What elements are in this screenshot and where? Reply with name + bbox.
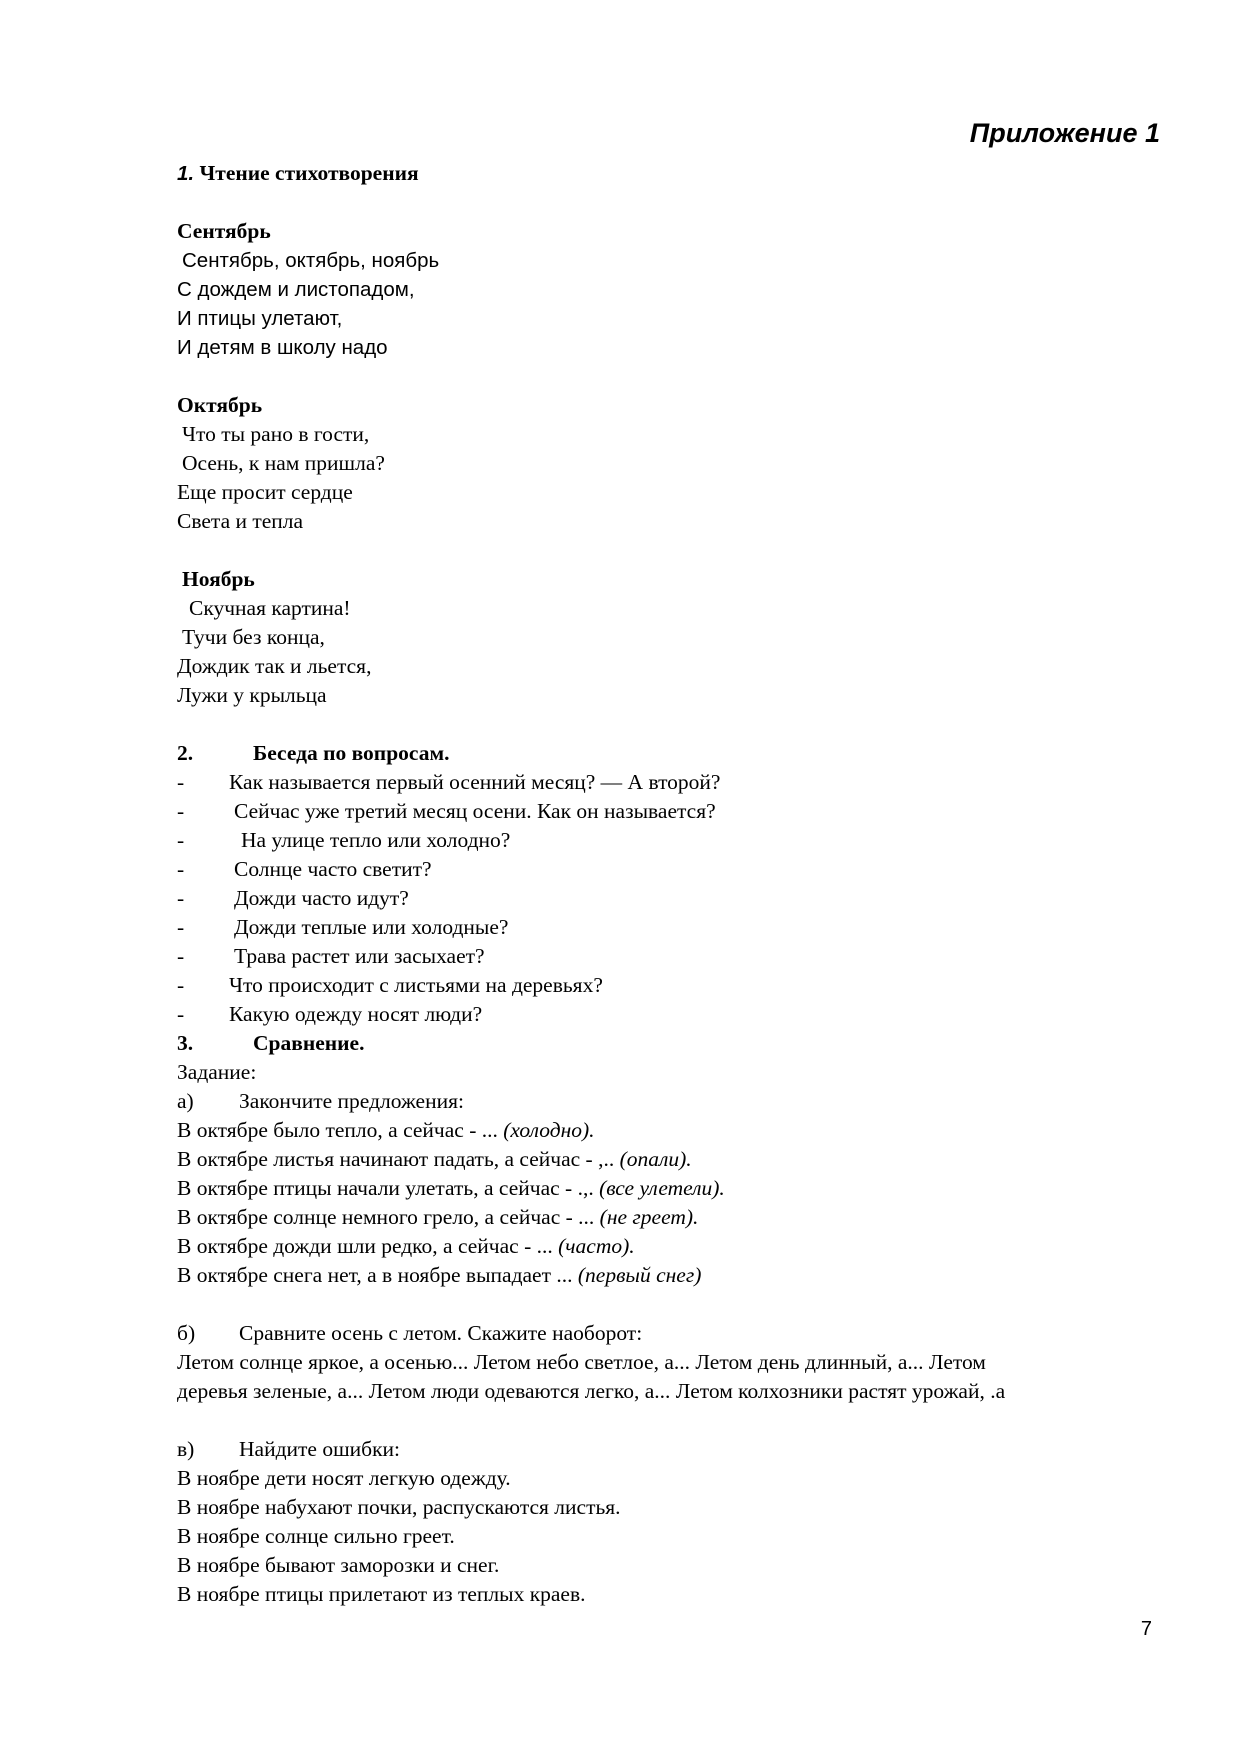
part-a-mark: а)	[177, 1089, 194, 1113]
question-item: - Дожди теплые или холодные?	[177, 913, 1167, 942]
answer-hint: (все улетели).	[599, 1176, 725, 1200]
part-a-instruction: Закончите предложения:	[239, 1089, 464, 1113]
section-3-title: Сравнение.	[253, 1031, 365, 1055]
question-text: Дожди часто идут?	[234, 886, 409, 910]
answer-hint: (холодно).	[503, 1118, 595, 1142]
poem-line: Лужи у крыльца	[177, 683, 327, 707]
question-item: - На улице тепло или холодно?	[177, 826, 1167, 855]
poem-title: Сентябрь	[177, 219, 271, 243]
section-2-title: Беседа по вопросам.	[253, 741, 450, 765]
completion-sentence: В октябре дожди шли редко, а сейчас - ... (часто).	[177, 1234, 635, 1258]
part-c-heading	[177, 1435, 1167, 1464]
error-sentence: В ноябре солнце сильно греет.	[177, 1524, 455, 1548]
question-text: Как называется первый осенний месяц? — А второй?	[229, 770, 721, 794]
section-1-heading	[177, 159, 1167, 188]
poem-line: Осень, к нам пришла?	[182, 451, 385, 475]
part-b-mark: б)	[177, 1321, 196, 1345]
answer-hint: (не греет).	[599, 1205, 699, 1229]
poem-line: И птицы улетают,	[177, 307, 343, 330]
completion-sentence: В октябре было тепло, а сейчас - ... (холодно).	[177, 1118, 595, 1142]
section-3-number: 3.	[177, 1031, 194, 1055]
error-sentence: В ноябре набухают почки, распускаются листья.	[177, 1495, 621, 1519]
question-item: - Дожди часто идут?	[177, 884, 1167, 913]
comparison-text-line: Летом солнце яркое, а осенью... Летом небо светлое, а... Летом день длинный, а... Летом	[177, 1350, 986, 1374]
section-1-number: 1.	[177, 162, 195, 185]
question-text: Что происходит с листьями на деревьях?	[229, 973, 603, 997]
error-sentence: В ноябре дети носят легкую одежду.	[177, 1466, 511, 1490]
part-b-instruction: Сравните осень с летом. Скажите наоборот:	[239, 1321, 643, 1345]
question-item: - Солнце часто светит?	[177, 855, 1167, 884]
question-text: Солнце часто светит?	[234, 857, 432, 881]
completion-sentence: В октябре листья начинают падать, а сейчас - ,.. (опали).	[177, 1147, 692, 1171]
poem-title: Октябрь	[177, 393, 263, 417]
answer-hint: (первый снег)	[577, 1263, 702, 1287]
appendix-title: Приложение 1	[969, 118, 1160, 148]
question-text: Какую одежду носят люди?	[229, 1002, 483, 1026]
task-label: Задание:	[177, 1060, 257, 1084]
part-c-mark: в)	[177, 1437, 195, 1461]
error-sentence: В ноябре бывают заморозки и снег.	[177, 1553, 500, 1577]
part-c-instruction: Найдите ошибки:	[239, 1437, 401, 1461]
answer-hint: (опали).	[619, 1147, 692, 1171]
question-text: На улице тепло или холодно?	[241, 828, 511, 852]
poem-title: Ноябрь	[182, 567, 255, 591]
answer-hint: (часто).	[558, 1234, 635, 1258]
document-body	[177, 159, 1167, 1609]
page-number: 7	[1140, 1618, 1152, 1640]
question-item: - Сейчас уже третий месяц осени. Как он называется?	[177, 797, 1167, 826]
poem-line: Дождик так и льется,	[177, 654, 372, 678]
completion-sentence: В октябре снега нет, а в ноябре выпадает ... (первый снег)	[177, 1263, 702, 1287]
completion-sentence: В октябре птицы начали улетать, а сейчас - .,. (все улетели).	[177, 1176, 725, 1200]
section-2-heading	[177, 739, 1167, 768]
question-text: Трава растет или засыхает?	[234, 944, 485, 968]
section-3-heading	[177, 1029, 1167, 1058]
poem-line: Тучи без конца,	[182, 625, 325, 649]
part-b-heading	[177, 1319, 1167, 1348]
poem-line: С дождем и листопадом,	[177, 278, 415, 301]
poem-line: И детям в школу надо	[177, 336, 388, 359]
question-item: - Трава растет или засыхает?	[177, 942, 1167, 971]
question-item: - Какую одежду носят люди?	[177, 1000, 1167, 1029]
question-item: - Что происходит с листьями на деревьях?	[177, 971, 1167, 1000]
poem-line: Еще просит сердце	[177, 480, 353, 504]
comparison-text-line: деревья зеленые, а... Летом люди одеваются легко, а... Летом колхозники растят урожай, .а	[177, 1379, 1006, 1403]
question-text: Дожди теплые или холодные?	[234, 915, 509, 939]
section-1-title: Чтение стихотворения	[199, 161, 419, 185]
poem-line: Света и тепла	[177, 509, 304, 533]
poem-line: Сентябрь, октябрь, ноябрь	[182, 249, 440, 272]
section-2-number: 2.	[177, 741, 194, 765]
error-sentence: В ноябре птицы прилетают из теплых краев.	[177, 1582, 586, 1606]
question-text: Сейчас уже третий месяц осени. Как он называется?	[234, 799, 716, 823]
completion-sentence: В октябре солнце немного грело, а сейчас - ... (не греет).	[177, 1205, 699, 1229]
poem-line: Что ты рано в гости,	[182, 422, 370, 446]
question-item: - Как называется первый осенний месяц? — А второй?	[177, 768, 1167, 797]
part-a-heading	[177, 1087, 1167, 1116]
poem-line: Скучная картина!	[189, 596, 351, 620]
